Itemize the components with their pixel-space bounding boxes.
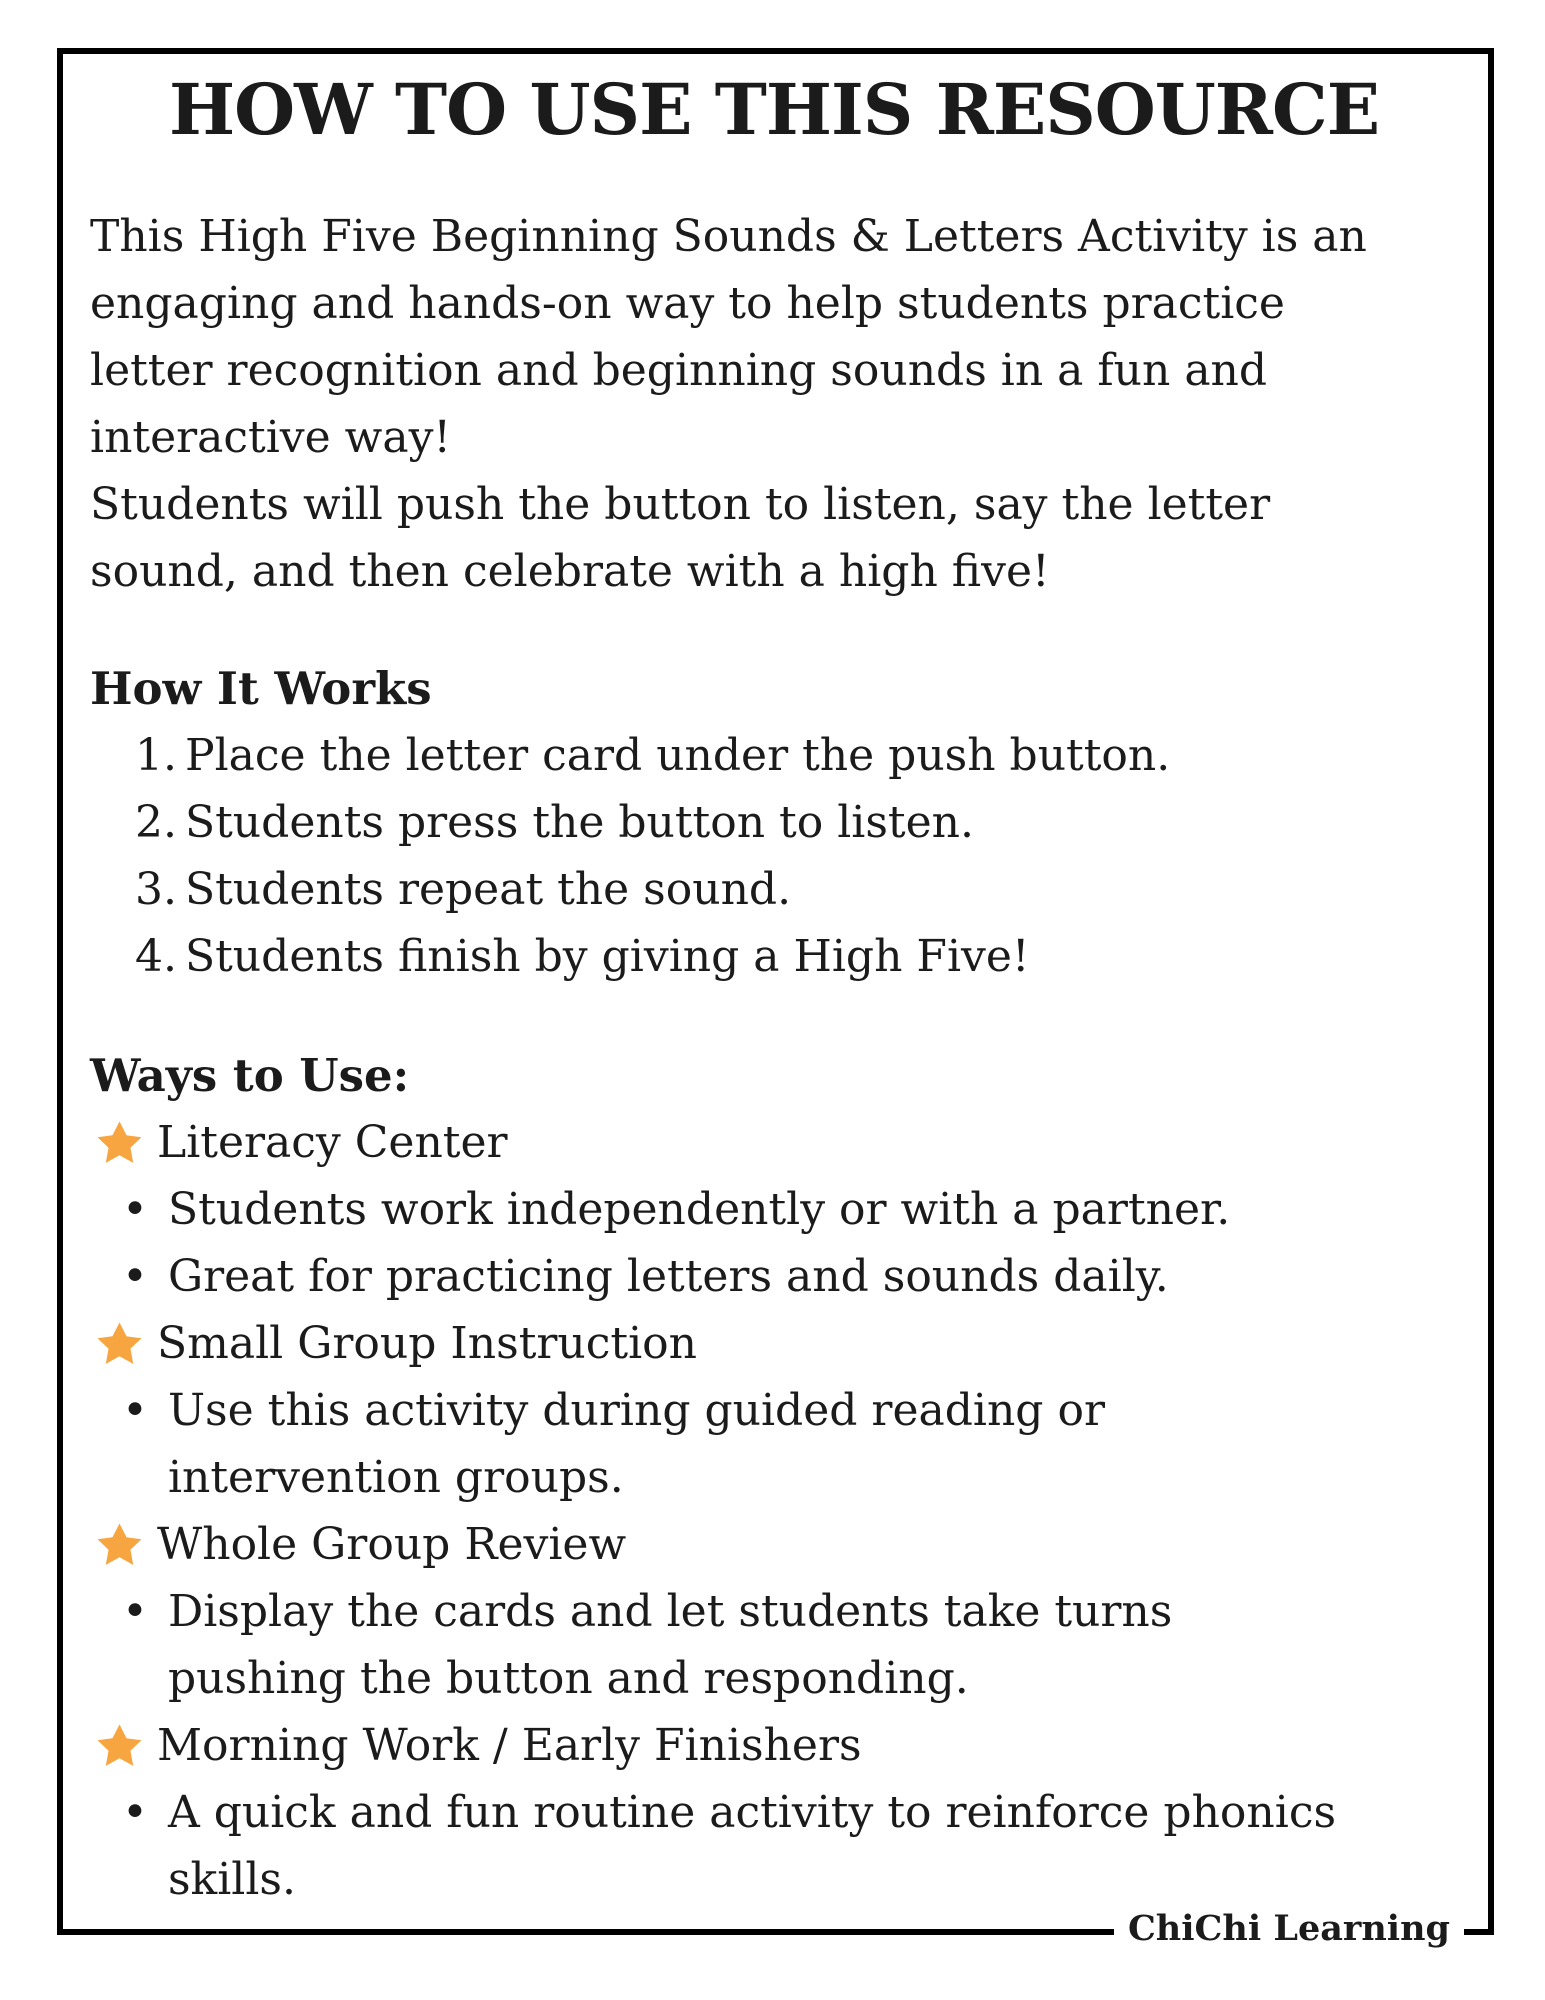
step-item — [90, 923, 1458, 990]
bullet-icon: • — [122, 1385, 148, 1436]
step-number: 2. — [135, 797, 177, 848]
step-item — [90, 722, 1458, 789]
way-item-label: Small Group Instruction — [157, 1318, 697, 1369]
step-item — [90, 856, 1458, 923]
bullet-item — [90, 1578, 1458, 1712]
bullet-text — [168, 1377, 1105, 1511]
step-number: 1. — [135, 730, 177, 781]
way-item-label: Literacy Center — [157, 1117, 508, 1168]
page-title: HOW TO USE THIS RESOURCE — [168, 68, 1380, 151]
bullet-text — [168, 1779, 1336, 1913]
intro-line: letter recognition and beginning sounds in a fun and — [90, 345, 1268, 396]
intro-line: This High Five Beginning Sounds & Letters Activity is an — [90, 211, 1367, 262]
document-content — [63, 54, 1488, 1929]
bullet-text-line: intervention groups. — [167, 1452, 624, 1503]
intro-line: Students will push the button to listen, say the letter — [90, 479, 1271, 530]
way-item-label: Whole Group Review — [157, 1519, 627, 1570]
intro-line: sound, and then celebrate with a high five! — [90, 546, 1050, 597]
bullet-item — [90, 1377, 1458, 1511]
star-icon — [96, 1521, 143, 1568]
bullet-icon: • — [122, 1586, 148, 1637]
way-item — [96, 1712, 1458, 1779]
bullet-text-line: Display the cards and let students take turns — [167, 1586, 1173, 1637]
step-text: Place the letter card under the push button. — [184, 730, 1171, 781]
document-frame — [57, 48, 1494, 1949]
intro-line: engaging and hands-on way to help students practice — [90, 278, 1285, 329]
step-text: Students press the button to listen. — [184, 797, 974, 848]
bullet-item — [90, 1243, 1458, 1310]
bullet-text: Great for practicing letters and sounds daily. — [167, 1251, 1169, 1302]
intro-paragraph — [90, 203, 1458, 605]
bullet-text-line: skills. — [167, 1854, 296, 1905]
star-icon — [96, 1119, 143, 1166]
way-item — [96, 1109, 1458, 1176]
way-item — [96, 1310, 1458, 1377]
step-item — [90, 789, 1458, 856]
ways-to-use-list — [90, 1109, 1458, 1913]
bullet-icon: • — [122, 1184, 148, 1235]
bullet-text: Students work independently or with a partner. — [167, 1184, 1231, 1235]
step-number: 3. — [135, 864, 177, 915]
star-icon — [96, 1320, 143, 1367]
step-text: Students repeat the sound. — [184, 864, 792, 915]
intro-line: interactive way! — [90, 412, 452, 463]
bullet-text-line: A quick and fun routine activity to reinforce phonics — [167, 1787, 1337, 1838]
footer-brand: ChiChi Learning — [1114, 1905, 1464, 1953]
star-icon — [96, 1722, 143, 1769]
bullet-item — [90, 1176, 1458, 1243]
bullet-icon: • — [122, 1251, 148, 1302]
bullet-text-line: pushing the button and responding. — [167, 1653, 969, 1704]
bullet-text — [168, 1578, 1172, 1712]
section-heading-how-it-works: How It Works — [90, 662, 432, 715]
bullet-text-line: Use this activity during guided reading or — [167, 1385, 1105, 1436]
step-text: Students finish by giving a High Five! — [184, 931, 1030, 982]
how-it-works-steps — [90, 722, 1458, 990]
section-heading-ways-to-use: Ways to Use: — [90, 1049, 410, 1102]
step-number: 4. — [135, 931, 177, 982]
bullet-icon: • — [122, 1787, 148, 1838]
bullet-item — [90, 1779, 1458, 1913]
way-item — [96, 1511, 1458, 1578]
way-item-label: Morning Work / Early Finishers — [157, 1720, 862, 1771]
